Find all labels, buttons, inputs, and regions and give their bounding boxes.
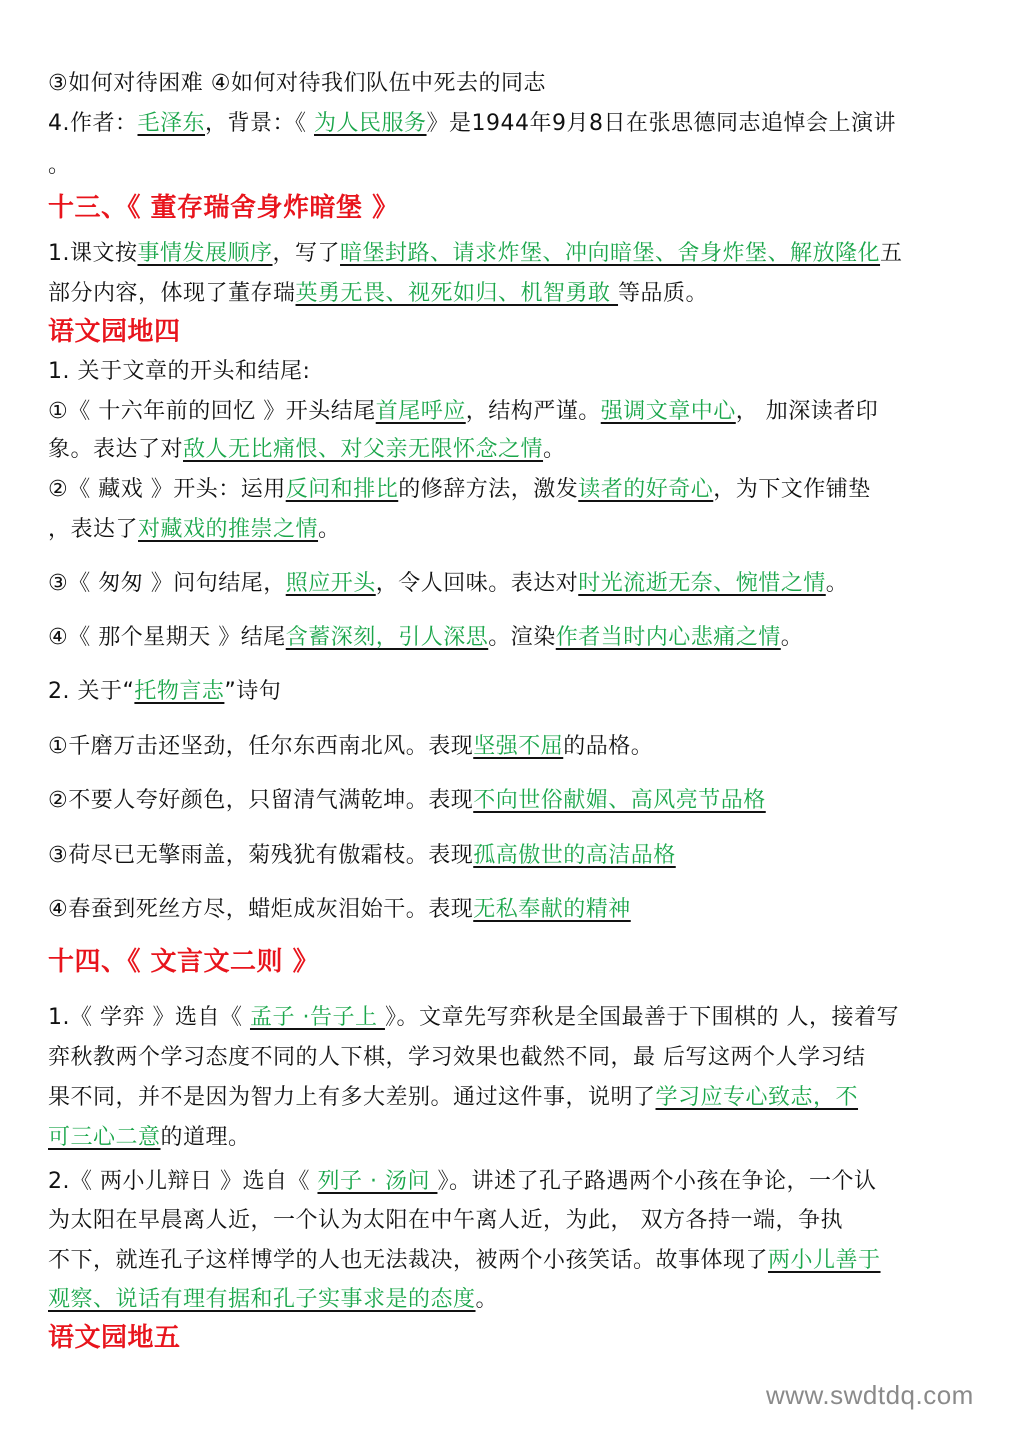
text-line <box>48 570 978 598</box>
text-line <box>48 1004 978 1032</box>
body-text: ③如何对待困难 ④如何对待我们队伍中死去的同志 <box>48 71 546 96</box>
body-text: ，背景：《 <box>205 111 315 136</box>
text-line <box>48 787 978 815</box>
answer-text: 列子 · 汤问 <box>317 1169 438 1194</box>
text-line <box>48 358 978 386</box>
text-line <box>48 1286 978 1314</box>
text-line <box>48 842 978 870</box>
text-line <box>48 1124 978 1152</box>
body-text: ②不要人夸好颜色，只留清气满乾坤。表现 <box>48 788 474 813</box>
answer-text: 毛泽东 <box>137 111 206 136</box>
watermark-text: www.swdtdq.com <box>766 1380 974 1410</box>
body-text: 。 <box>48 153 71 178</box>
text-line <box>48 398 978 426</box>
answer-text: 事情发展顺序 <box>137 241 273 266</box>
text-line <box>48 678 978 706</box>
answer-text: 为人民服务 <box>314 111 427 136</box>
body-text: 2. 关于“ <box>48 679 135 704</box>
body-text: 部分内容，体现了董存瑞 <box>48 281 296 306</box>
answer-text: 坚强不屈 <box>473 734 564 759</box>
section-heading <box>48 192 978 224</box>
answer-text: 强调文章中心 <box>600 399 736 424</box>
text-line <box>48 436 978 464</box>
answer-text: 时光流逝无奈、惋惜之情 <box>578 571 826 596</box>
body-text: 。 <box>475 1287 499 1312</box>
text-line <box>48 1168 978 1196</box>
text-line <box>48 1044 978 1072</box>
answer-text: 照应开头 <box>285 571 376 596</box>
body-text: 》。讲述了孔子路遇两个小孩在争论，一个认 <box>437 1169 877 1194</box>
answer-text: 英勇无畏、视死如归、机智勇敢 <box>295 281 619 306</box>
text-line <box>48 516 978 544</box>
answer-text: 无私奉献的精神 <box>473 897 631 922</box>
body-text: ②《 藏戏 》开头：运用 <box>48 477 286 502</box>
body-text: ④《 那个星期天 》结尾 <box>48 625 286 650</box>
body-text: 的修辞方法，激发 <box>398 477 579 502</box>
answer-text: 两小儿善于 <box>768 1248 881 1273</box>
body-text: 弈秋教两个学习态度不同的人下棋，学习效果也截然不同，最 后写这两个人学习结 <box>48 1045 866 1070</box>
body-text: 。 <box>780 625 804 650</box>
text-line <box>48 152 978 180</box>
answer-text: 可三心二意 <box>48 1125 161 1150</box>
body-text: 。 <box>543 437 566 462</box>
answer-text: 托物言志 <box>134 679 225 704</box>
text-line <box>48 240 978 268</box>
text-line <box>48 280 978 308</box>
section-heading <box>48 1322 978 1354</box>
body-text: 。渲染 <box>488 625 556 650</box>
answer-text: 反问和排比 <box>285 477 399 502</box>
body-text: ③荷尽已无擎雨盖，菊残犹有傲霜枝。表现 <box>48 843 474 868</box>
body-text: ①《 十六年前的回忆 》开头结尾 <box>48 399 376 424</box>
answer-text: 对藏戏的推崇之情 <box>138 517 319 542</box>
body-text: ④春蚕到死丝方尽，蜡炬成灰泪始干。表现 <box>48 897 474 922</box>
body-text: 不下，就连孔子这样博学的人也无法裁决，被两个小孩笑话。故事体现了 <box>48 1248 769 1273</box>
body-text: 1. 关于文章的开头和结尾: <box>48 359 311 384</box>
body-text: ，写了 <box>272 241 341 266</box>
body-text: 果不同，并不是因为智力上有多大差别。通过这件事，说明了 <box>48 1085 656 1110</box>
body-text: 。 <box>318 517 341 542</box>
text-line <box>48 624 978 652</box>
text-line <box>48 1247 978 1275</box>
body-text: ，令人回味。表达对 <box>375 571 579 596</box>
body-text: 的品格。 <box>563 734 654 759</box>
body-text: 为太阳在早晨离人近，一个认为太阳在中午离人近，为此， 双方各持一端，争执 <box>48 1208 843 1233</box>
text-line <box>48 476 978 504</box>
body-text: 五 <box>880 241 903 266</box>
answer-text: 作者当时内心悲痛之情 <box>555 625 781 650</box>
body-text: 的道理。 <box>160 1125 251 1150</box>
text-line <box>48 733 978 761</box>
body-text: 4.作者： <box>48 111 138 136</box>
body-text: 语文园地五 <box>48 1323 181 1353</box>
body-text: ①千磨万击还坚劲，任尔东西南北风。表现 <box>48 734 474 759</box>
body-text: 》。文章先写弈秋是全国最善于下围棋的 人，接着写 <box>384 1005 899 1030</box>
text-line <box>48 70 978 98</box>
answer-text: 含蓄深刻，引人深思 <box>285 625 489 650</box>
body-text: 十四、《 文言文二则 》 <box>48 947 320 977</box>
answer-text: 不向世俗献媚、高风亮节品格 <box>473 788 766 813</box>
answer-text: 观察、说话有理有据和孔子实事求是的态度 <box>48 1287 476 1312</box>
body-text: 语文园地四 <box>48 317 181 347</box>
body-text: 2.《 两小儿辩日 》选自《 <box>48 1169 318 1194</box>
answer-text: 学习应专心致志，不 <box>655 1085 859 1110</box>
text-line <box>48 1084 978 1112</box>
body-text: ，结构严谨。 <box>465 399 601 424</box>
body-text: 1.课文按 <box>48 241 138 266</box>
body-text: ”诗句 <box>224 679 282 704</box>
body-text: 。 <box>825 571 849 596</box>
body-text: 等品质。 <box>618 281 709 306</box>
body-text: ③《 匆匆 》问句结尾， <box>48 571 286 596</box>
answer-text: 孤高傲世的高洁品格 <box>473 843 676 868</box>
section-heading <box>48 316 978 348</box>
text-line <box>48 896 978 924</box>
body-text: 1.《 学弈 》选自《 <box>48 1005 250 1030</box>
body-text: ，表达了 <box>48 517 139 542</box>
answer-text: 敌人无比痛恨、对父亲无限怀念之情 <box>183 437 544 462</box>
answer-text: 暗堡封路、请求炸堡、冲向暗堡、舍身炸堡、解放隆化 <box>340 241 881 266</box>
body-text: ，为下文作铺垫 <box>713 477 871 502</box>
answer-text: 读者的好奇心 <box>578 477 714 502</box>
text-line <box>48 1207 978 1235</box>
body-text: 十三、《 董存瑞舍身炸暗堡 》 <box>48 193 399 223</box>
body-text: 》是1944年9月8日在张思德同志追悼会上演讲 <box>426 111 897 136</box>
body-text: ， 加深读者印 <box>735 399 879 424</box>
section-heading <box>48 946 978 978</box>
text-line <box>48 110 978 138</box>
answer-text: 孟子 ·告子上 <box>249 1005 385 1030</box>
body-text: 象。表达了对 <box>48 437 184 462</box>
answer-text: 首尾呼应 <box>375 399 466 424</box>
